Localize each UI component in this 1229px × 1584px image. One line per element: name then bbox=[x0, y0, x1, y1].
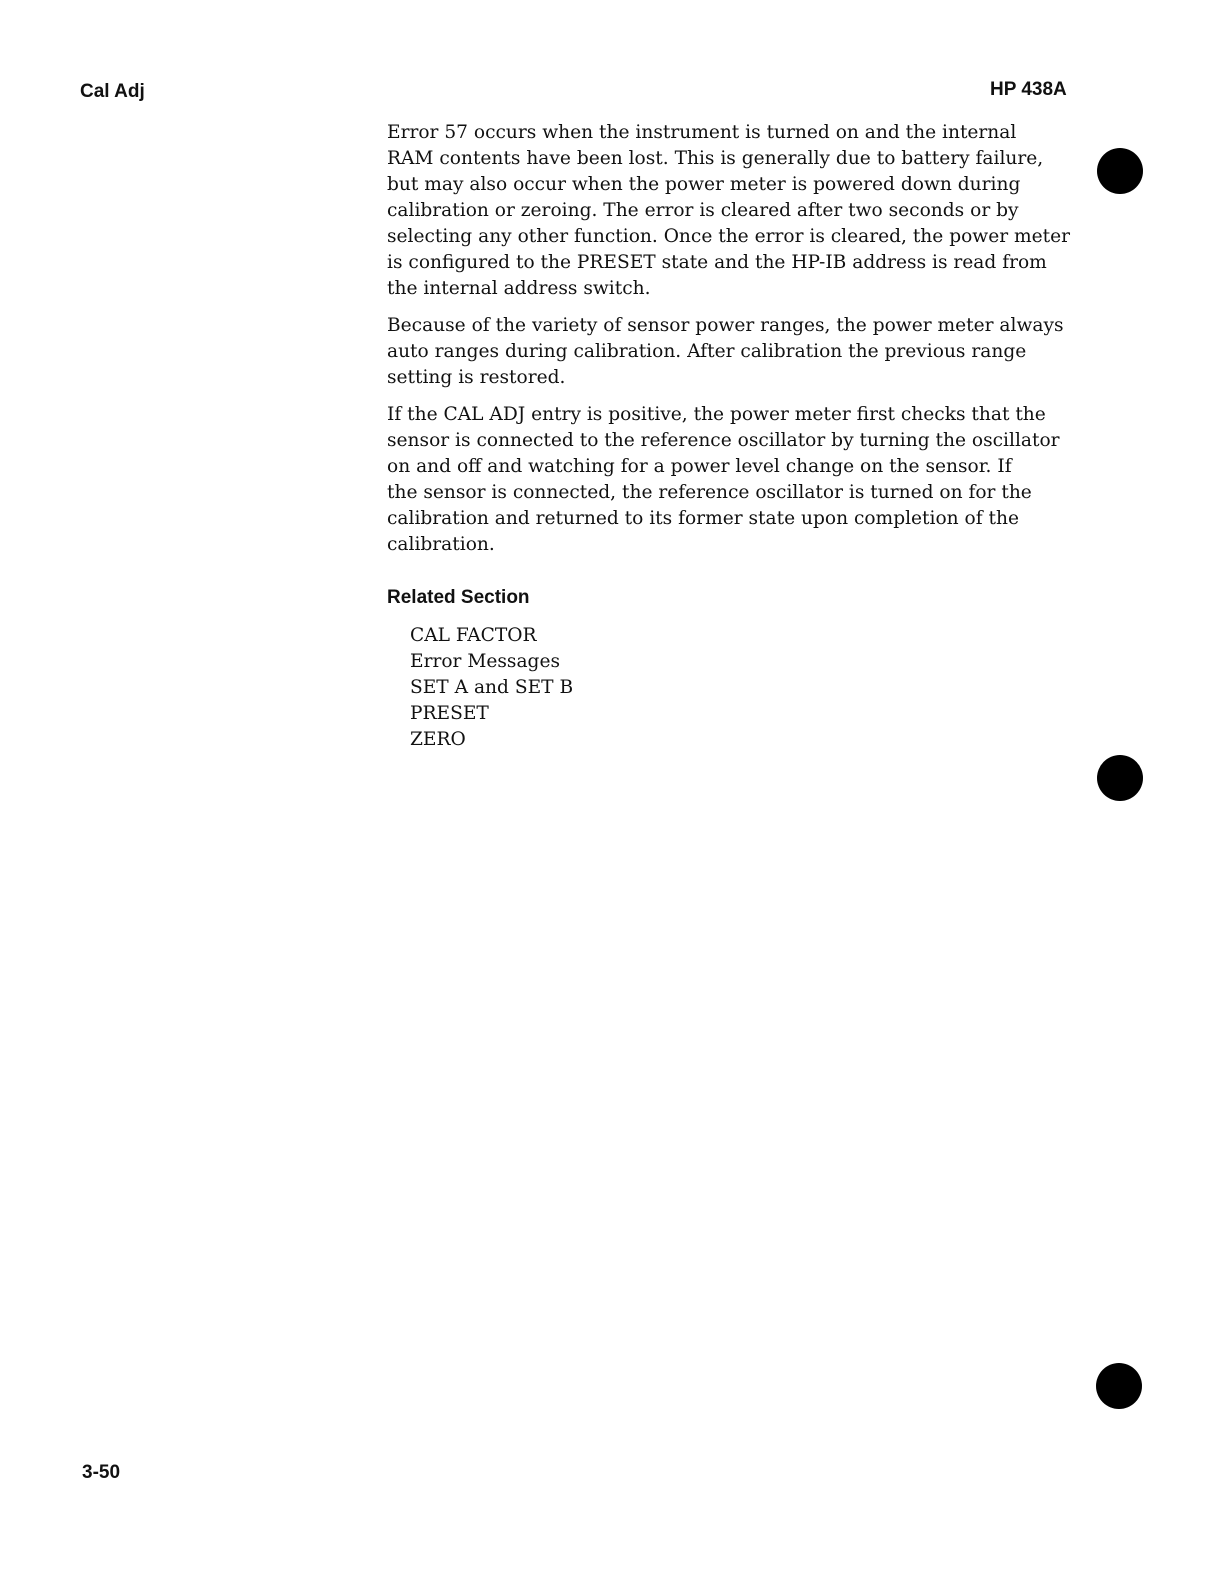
paragraph-error-57 bbox=[387, 120, 1087, 302]
related-section-list bbox=[410, 623, 1087, 753]
related-item: ZERO bbox=[410, 729, 466, 750]
related-item: CAL FACTOR bbox=[410, 625, 537, 646]
text-line: selecting any other function. Once the error is cleared, the power meter bbox=[387, 226, 1071, 247]
text-line: RAM contents have been lost. This is generally due to battery failure, bbox=[387, 148, 1044, 169]
text-line: setting is restored. bbox=[387, 367, 566, 388]
text-line: sensor is connected to the reference oscillator by turning the oscillator bbox=[387, 430, 1060, 451]
text-line: Because of the variety of sensor power ranges, the power meter always bbox=[387, 315, 1064, 336]
text-line: calibration. bbox=[387, 534, 495, 555]
text-line: is configured to the PRESET state and the HP-IB address is read from bbox=[387, 252, 1047, 273]
related-item: Error Messages bbox=[410, 651, 561, 672]
text-line: calibration or zeroing. The error is cleared after two seconds or by bbox=[387, 200, 1019, 221]
paragraph-cal-adj-positive bbox=[387, 402, 1087, 558]
related-item: PRESET bbox=[410, 703, 489, 724]
text-line: Error 57 occurs when the instrument is turned on and the internal bbox=[387, 122, 1017, 143]
text-line: If the CAL ADJ entry is positive, the power meter first checks that the bbox=[387, 404, 1046, 425]
text-line: the sensor is connected, the reference oscillator is turned on for the bbox=[387, 482, 1032, 503]
binder-hole-middle bbox=[1097, 755, 1143, 801]
section-title: Cal Adj bbox=[80, 81, 145, 102]
main-content bbox=[387, 120, 1087, 753]
paragraph-auto-range bbox=[387, 313, 1087, 391]
text-line: calibration and returned to its former state upon completion of the bbox=[387, 508, 1019, 529]
text-line: on and off and watching for a power level change on the sensor. If bbox=[387, 456, 1012, 477]
binder-hole-bottom bbox=[1096, 1363, 1142, 1409]
related-section-heading: Related Section bbox=[387, 587, 530, 608]
text-line: but may also occur when the power meter is powered down during bbox=[387, 174, 1021, 195]
binder-hole-top bbox=[1097, 148, 1143, 194]
related-item: SET A and SET B bbox=[410, 677, 574, 698]
text-line: auto ranges during calibration. After calibration the previous range bbox=[387, 341, 1027, 362]
page-number: 3-50 bbox=[82, 1462, 121, 1483]
text-line: the internal address switch. bbox=[387, 278, 651, 299]
model-title: HP 438A bbox=[990, 79, 1067, 100]
